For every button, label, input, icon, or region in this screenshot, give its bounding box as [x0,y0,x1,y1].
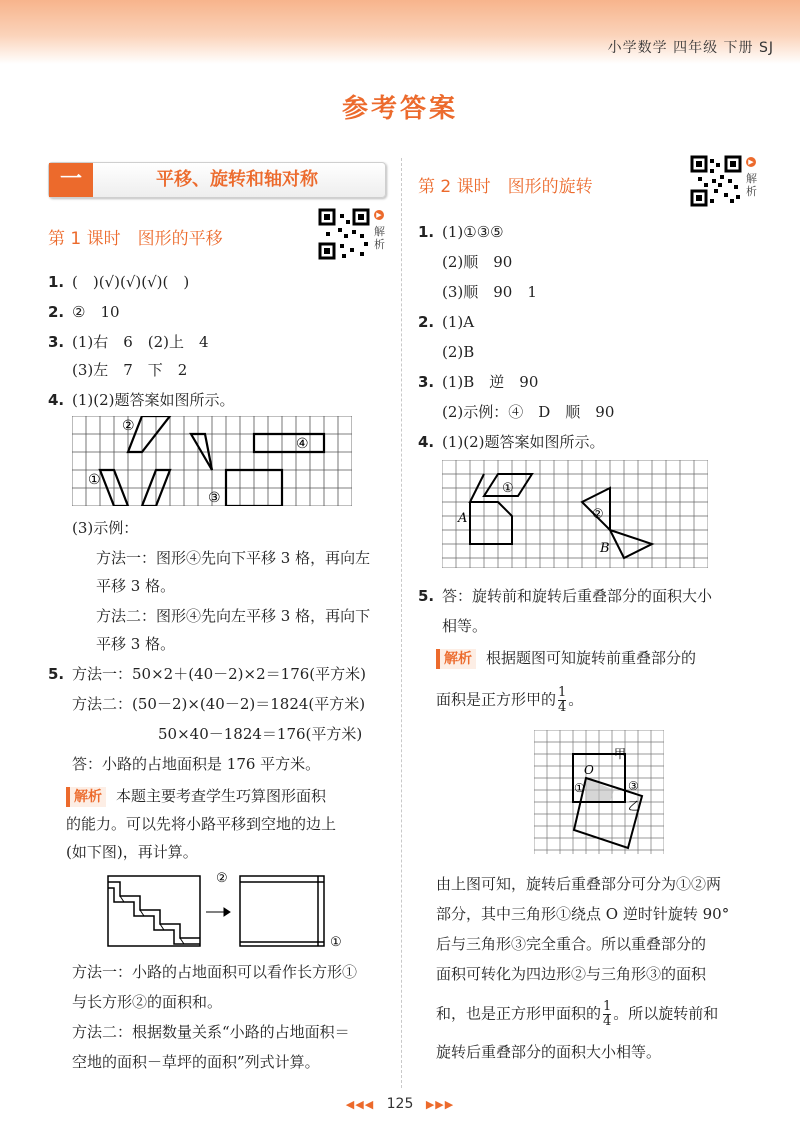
method-2: 方法二：图形④先向左平移 3 格，再向下 [96,607,371,625]
fig-label: 甲 [614,747,627,761]
analysis-right: 解析 根据题图可知旋转前重叠部分的 [436,648,696,669]
fraction: $\frac{1}{4}$ [558,685,567,715]
answer-3-b: (2)示例：④ D 顺 90 [442,403,615,421]
grid-label: ① [502,481,514,496]
answer-5-b: 相等。 [442,617,488,635]
unit-banner [48,162,386,198]
analysis-right-cont: 面积是正方形甲的 $\frac{1}{4}$ 。 [436,685,584,715]
explanation-6: 旋转后重叠部分的面积大小相等。 [436,1043,662,1061]
fig-label: 乙 [628,799,641,813]
method-2-cont: 平移 3 格。 [96,635,176,653]
page-footer [0,1096,800,1112]
explanation-2: 部分，其中三角形①绕点 O 逆时针旋转 90° [436,905,730,923]
grid-label: B [600,541,610,556]
explanation-1-cont: 与长方形②的面积和。 [72,993,223,1011]
answer-1: 1. ( )(√)(√)(√)( ) [48,273,190,291]
explanation-2-cont: 空地的面积－草坪的面积”列式计算。 [72,1053,320,1071]
translation-grid-figure [72,416,352,506]
qr-code-icon[interactable] [690,155,742,207]
prev-arrows-icon: ◀◀◀ [345,1098,375,1111]
grid-label: A [458,511,468,526]
answer-1-b: (2)顺 90 [442,253,513,271]
play-icon: ▶ [746,157,756,167]
answer-2-b: (2)B [442,343,475,361]
analysis-tag: 解析 [66,787,106,807]
path-translation-figure [106,872,356,952]
next-arrows-icon: ▶▶▶ [425,1098,455,1111]
page-title: 参考答案 [341,94,458,124]
answer-3: 3. (1)B 逆 90 [418,373,539,391]
explanation-4: 面积可转化为四边形②与三角形③的面积 [436,965,707,983]
answer-2: 2. (1)A [418,313,475,331]
fig-label: ① [330,935,342,950]
grid-label: ② [122,418,135,434]
analysis-left: 解析 本题主要考查学生巧算图形面积 的能力。可以先将小路平移到空地的边上 (如下图)，再计算。 [66,787,337,861]
square-rotation-figure [534,730,664,854]
grid-label: ④ [296,436,309,452]
unit-title: 平移、旋转和轴对称 [156,169,318,190]
answer-5: 5. 方法一：50×2＋(40－2)×2＝176(平方米) [48,665,366,683]
grid-label: ③ [208,490,221,506]
explanation-5: 和，也是正方形甲面积的 $\frac{1}{4}$ 。所以旋转前和 [436,999,719,1029]
answer-4-3: (3)示例： [72,519,139,537]
lesson-title-1: 第 1 课时 图形的平移 [48,229,223,249]
answer-5-c: 50×40－1824＝176(平方米) [158,725,363,743]
grid-label: ② [592,507,604,522]
header-subject: 小学数学 四年级 下册 SJ [607,40,774,56]
grid-label: ① [88,472,101,488]
explanation-1: 方法一：小路的占地面积可以看作长方形① [72,963,358,981]
answer-4: 4. (1)(2)题答案如图所示。 [48,391,235,409]
answer-2: 2. ② 10 [48,303,120,321]
rotation-grid-figure [442,460,708,568]
qr-label: 解析 [374,225,385,251]
fig-label: ③ [628,779,639,793]
method-1: 方法一：图形④先向下平移 3 格，再向左 [96,549,371,567]
answer-3: 3. (1)右 6 (2)上 4 [48,333,209,351]
lesson-title-2: 第 2 课时 图形的旋转 [418,177,593,197]
page-number: 125 [386,1096,414,1112]
method-1-cont: 平移 3 格。 [96,577,176,595]
qr-code-icon[interactable] [318,208,370,260]
play-icon: ▶ [374,210,384,220]
explanation-1: 由上图可知，旋转后重叠部分可分为①②两 [436,875,722,893]
answer-5-b: 方法二：(50－2)×(40－2)＝1824(平方米) [72,695,366,713]
fig-label: ② [216,872,228,886]
column-divider [401,158,402,1088]
answer-3-part: (3)左 7 下 2 [72,361,188,379]
analysis-tag: 解析 [436,649,476,669]
answer-5: 5. 答：旋转前和旋转后重叠部分的面积大小 [418,587,713,605]
answer-1: 1. (1)①③⑤ [418,223,504,241]
qr-label: 解析 [746,172,757,198]
explanation-2: 方法二：根据数量关系“小路的占地面积＝ [72,1023,350,1041]
unit-number: 一 [49,163,93,197]
answer-4: 4. (1)(2)题答案如图所示。 [418,433,605,451]
fig-label: O [584,763,594,777]
fraction: $\frac{1}{4}$ [603,999,612,1029]
explanation-3: 后与三角形③完全重合。所以重叠部分的 [436,935,707,953]
fig-label: ① [574,781,585,795]
answer-1-c: (3)顺 90 1 [442,283,537,301]
answer-5-d: 答：小路的占地面积是 176 平方米。 [72,755,321,773]
